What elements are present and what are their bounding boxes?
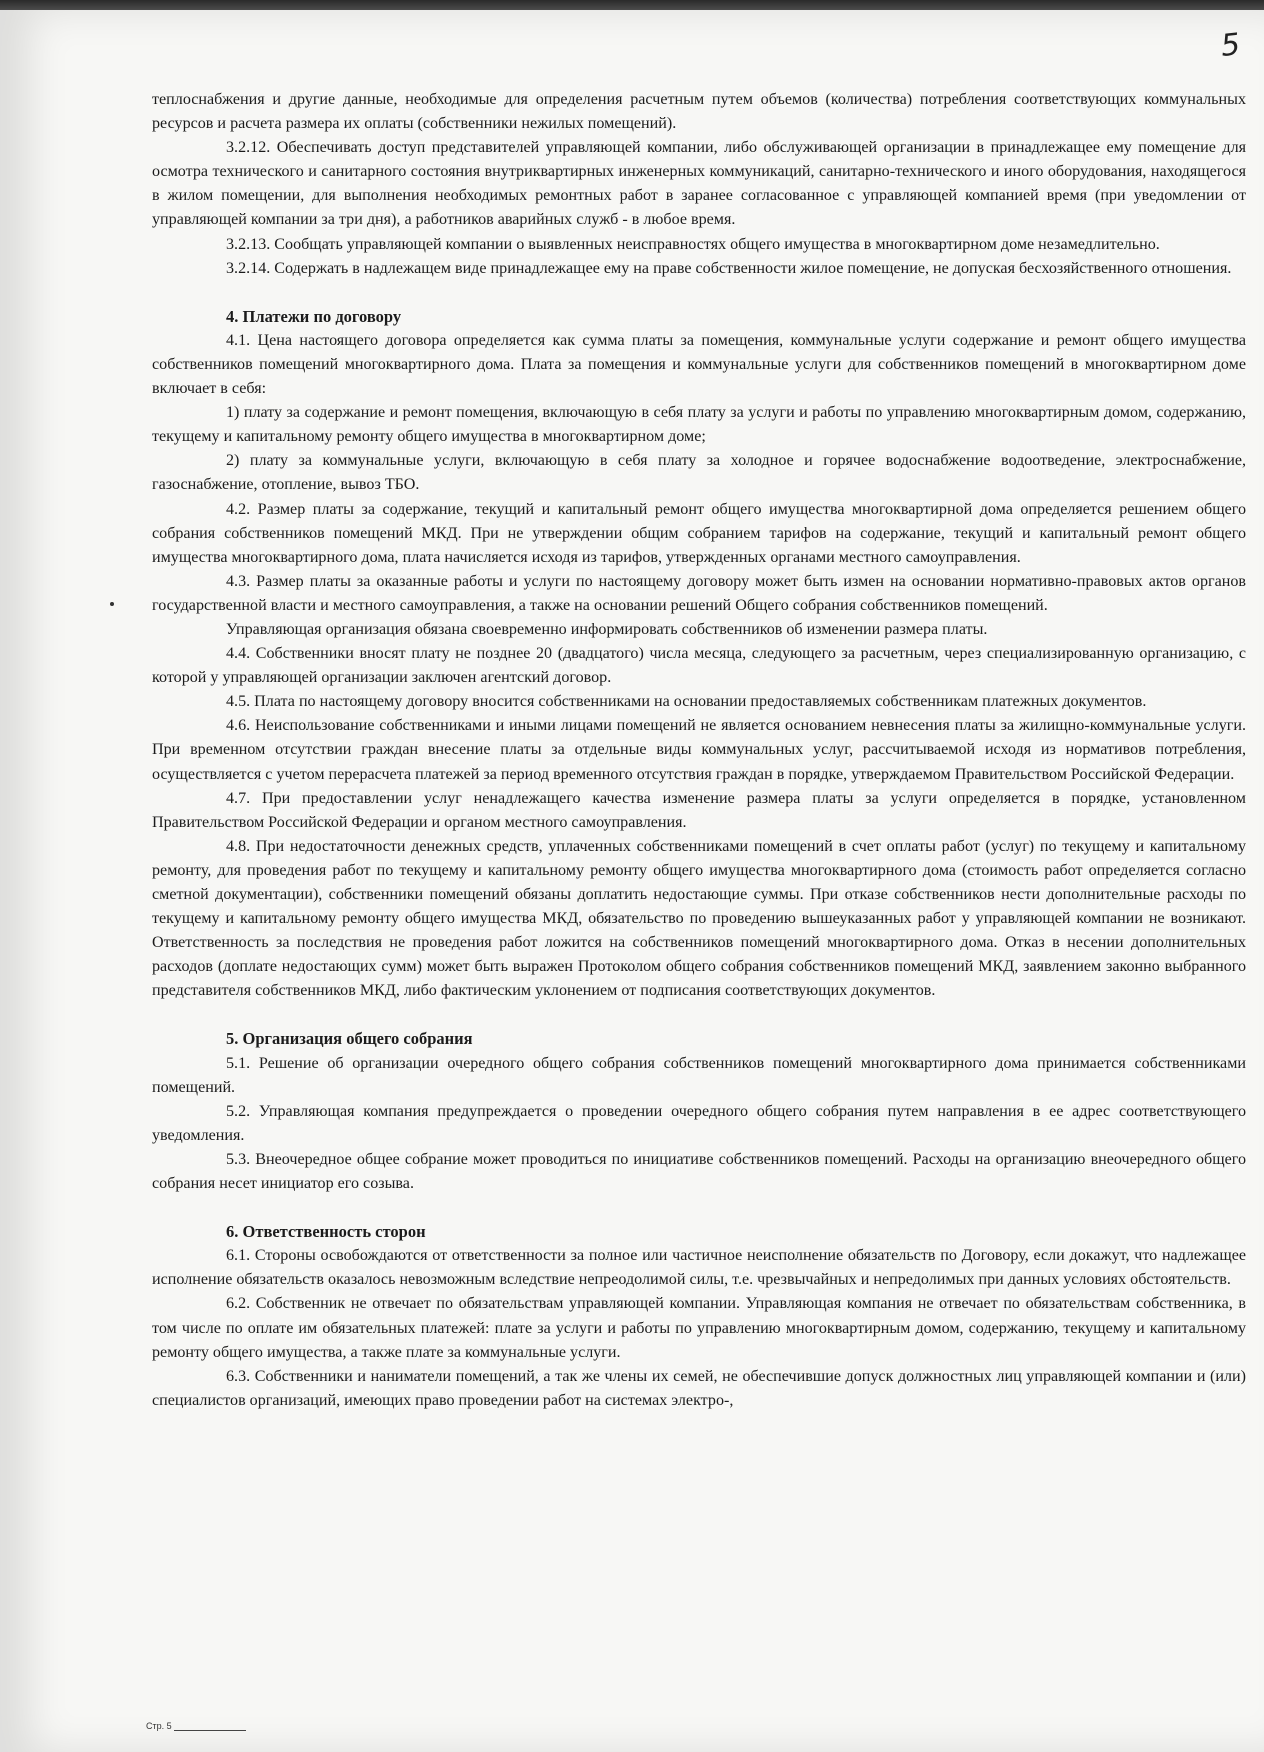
paragraph-3-2-13: 3.2.13. Сообщать управляющей компании о выявленных неисправностях общего имущества в многоквартирном доме незамедлительно. — [226, 235, 1160, 253]
page-footer — [146, 1721, 246, 1731]
paragraph-6-3: 6.3. Собственники и наниматели помещений, а так же члены их семей, не обеспечившие допуск должностных лиц управляющей компании и (или) специалистов организаций, имеющих право проведении работ на системах электро-, — [152, 1367, 1246, 1409]
paragraph-4-3-note: Управляющая организация обязана своевременно информировать собственников об изменении размера платы. — [226, 620, 988, 638]
paragraph-4-4: 4.4. Собственники вносят плату не позднее 20 (двадцатого) числа месяца, следующего за расчетным, через специализированную организацию, с которой у управляющей организации заключен агентский договор. — [152, 645, 1246, 687]
document-body — [152, 88, 1246, 1413]
paragraph-4-1-item-2: 2) плату за коммунальные услуги, включающую в себя плату за холодное и горячее водоснабжение водоотведение, электроснабжение, газоснабжение, отопление, вывоз ТБО. — [152, 452, 1246, 494]
paragraph-5-1: 5.1. Решение об организации очередного общего собрания собственников помещений многоквартирного дома принимается собственниками помещений. — [152, 1054, 1246, 1096]
section-4-heading: 4. Платежи по договору — [226, 306, 402, 326]
handwritten-page-number: 5 — [1219, 27, 1242, 64]
paragraph-6-1: 6.1. Стороны освобождаются от ответственности за полное или частичное неисполнение обязательств по Договору, если докажут, что надлежащее исполнение обязательств оказалось невозможным вследствие непреодолимой силы, т.е. чрезвычайных и непредолимых при данных условиях обстоятельств. — [152, 1247, 1246, 1289]
paragraph-continuation: теплоснабжения и другие данные, необходимые для определения расчетным путем объемов (количества) потребления соответствующих коммунальных ресурсов и расчета размера их оплаты (собственники нежилых помещений). — [152, 91, 1246, 133]
scan-speck — [110, 602, 114, 606]
paragraph-4-3: 4.3. Размер платы за оказанные работы и услуги по настоящему договору может быть измен на основании нормативно-правовых актов органов государственной власти и местного самоуправления, а также на основании решений Общего собрания собственников помещений. — [152, 572, 1246, 614]
paragraph-3-2-14: 3.2.14. Содержать в надлежащем виде принадлежащее ему на праве собственности жилое помещение, не допуская бесхозяйственного отношения. — [226, 259, 1232, 277]
paragraph-5-2: 5.2. Управляющая компания предупреждается о проведении очередного общего собрания путем направления в ее адрес соответствующего уведомления. — [152, 1102, 1246, 1144]
paragraph-4-2: 4.2. Размер платы за содержание, текущий и капитальный ремонт общего имущества многоквартирной дома определяется решением общего собрания собственников помещений МКД. При не утверждении общим собранием тарифов на содержание, текущий и капитальный ремонт общего имущества многоквартирного дома, плата начисляется исходя из тарифов, утвержденных органами местного самоуправления. — [152, 500, 1246, 566]
paragraph-5-3: 5.3. Внеочередное общее собрание может проводиться по инициативе собственников помещений. Расходы на организацию внеочередного общего собрания несет инициатор его созыва. — [152, 1150, 1246, 1193]
paragraph-4-1: 4.1. Цена настоящего договора определяется как сумма платы за помещения, коммунальные услуги содержание и ремонт общего имущества собственников помещений многоквартирного дома. Плата за помещения и коммунальные услуги для собственников помещений в многоквартирном доме включает в себя: — [152, 331, 1246, 398]
paragraph-4-7: 4.7. При предоставлении услуг ненадлежащего качества изменение размера платы за услуги определяется в порядке, установленном Правительством Российской Федерации и органом местного самоуправления. — [152, 789, 1246, 831]
footer-page-label: Стр. 5 — [146, 1721, 172, 1731]
footer-underline — [174, 1730, 246, 1731]
paragraph-3-2-12: 3.2.12. Обеспечивать доступ представителей управляющей компании, либо обслуживающей организации в принадлежащее ему помещение для осмотра технического и санитарного состояния внутриквартирных инженерных коммуникаций, санитарно-технического и иного оборудования, находящегося в жилом помещении, для выполнения необходимых ремонтных работ в заранее согласованное с управляющей компанией время (при уведомлении от управляющей компании за три дня), а работников аварийных служб - в любое время. — [152, 139, 1246, 229]
section-5-heading: 5. Организация общего собрания — [226, 1029, 473, 1049]
paragraph-4-6: 4.6. Неиспользование собственниками и иными лицами помещений не является основанием невнесения платы за жилищно-коммунальные услуги. При временном отсутствии граждан внесение платы за отдельные виды коммунальных услуг, рассчитываемой исходя из нормативов потребления, осуществляется с учетом перерасчета платежей за период временного отсутствия граждан в порядке, утверждаемом Правительством Российской Федерации. — [152, 717, 1246, 783]
paragraph-4-8: 4.8. При недостаточности денежных средств, уплаченных собственниками помещений в счет оплаты работ (услуг) по текущему и капитальному ремонту, для проведения работ по текущему и капитальному ремонту общего имущества многоквартирного дома (стоимость работ определяется согласно сметной документации), собственники помещений обязаны доплатить недостающие суммы. При отказе собственников нести дополнительные расходы по текущему и капитальному ремонту общего имущества МКД, обязательство по проведению вышеуказанных работ у управляющей компании не возникают. Ответственность за последствия не проведения работ ложится на собственников помещений многоквартирного дома. Отказ в несении дополнительных расходов (доплате недостающих сумм) может быть выражен Протоколом общего собрания собственников помещений МКД, заявлением законно выбранного представителя собственников МКД, либо фактическим уклонением от подписания соответствующих документов. — [152, 837, 1246, 1000]
section-6-heading: 6. Ответственность сторон — [226, 1222, 426, 1242]
document-page — [0, 10, 1264, 1752]
paragraph-6-2: 6.2. Собственник не отвечает по обязательствам управляющей компании. Управляющая компания не отвечает по обязательствам собственника, в том числе по оплате им обязательных платежей: плате за услуги и работы по управлению многоквартирным домом, содержанию, текущему и капитальному ремонту общего имущества, а также плате за коммунальные услуги. — [152, 1295, 1246, 1361]
paragraph-4-1-item-1: 1) плату за содержание и ремонт помещения, включающую в себя плату за услуги и работы по управлению многоквартирным домом, содержанию, текущему и капитальному ремонту общего имущества в многоквартирном доме; — [152, 404, 1246, 446]
paragraph-4-5: 4.5. Плата по настоящему договору вносится собственниками на основании предоставляемых собственникам платежных документов. — [226, 693, 1147, 711]
